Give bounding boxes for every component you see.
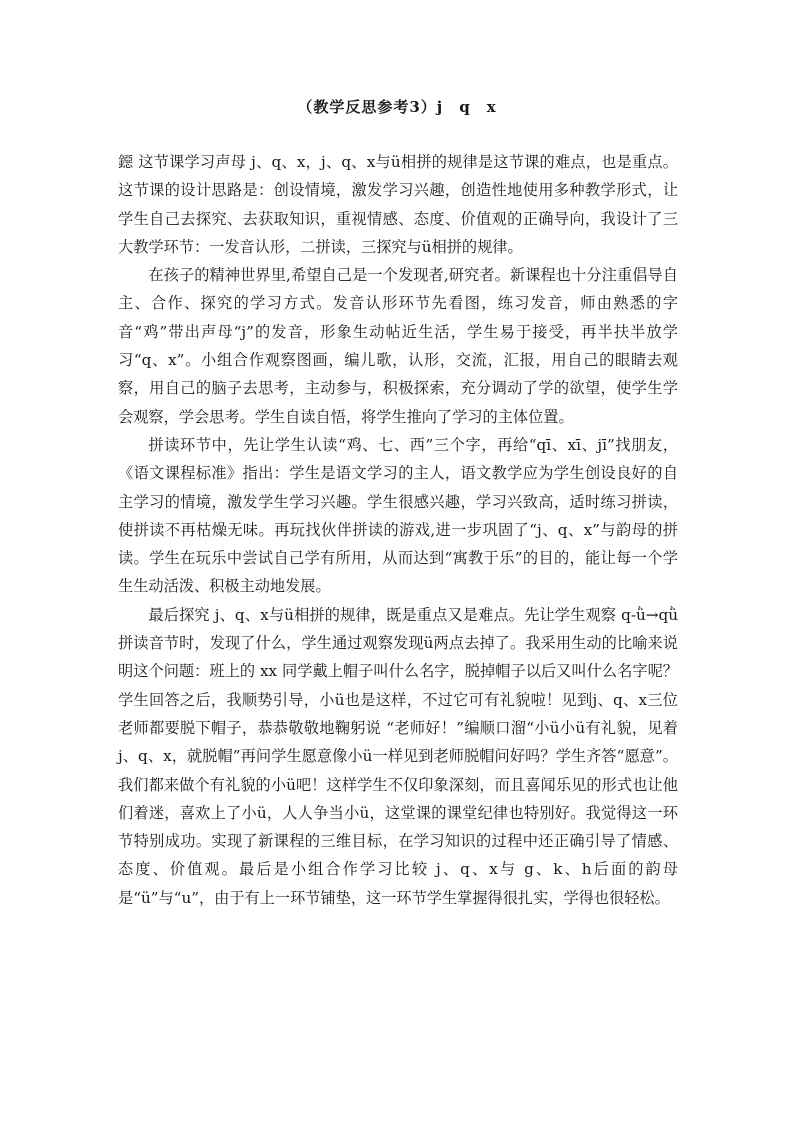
document-title: （教学反思参考3）j q x xyxy=(297,98,497,116)
paragraph-4: 最后探究 j、q、x与ü相拼的规律，既是重点又是难点。先让学生观察 q-ǜ→qǜ拼读音节时，发现了什么，学生通过观察发现ü两点去掉了。我采用生动的比喻来说明这个问题：班上的 xx 同学戴上帽子叫什么名字，脱掉帽子以后又叫什么名字呢？学生回答之后，我顺势引导，小ü也是这样，不过它可有礼貌啦！见到j、q、x三位老师都要脱下帽子，恭恭敬敬地鞠躬说 “老师好！”编顺口溜“小ü小ü有礼貌，见着 j、q、x，就脱帽”再问学生愿意像小ü一样见到老师脱帽问好吗？学生齐答“愿意”。我们都来做个有礼貌的小ü吧！这样学生不仅印象深刻，而且喜闻乐见的形式也让他们着迷，喜欢上了小ü，人人争当小ü，这堂课的课堂纪律也特别好。我觉得这一环节特别成功。实现了新课程的三维目标，在学习知识的过程中还正确引导了情感、态度、价值观。最后是小组合作学习比较 j、q、x与 g、k、h后面的韵母是“ü”与“u”，由于有上一环节铺垫，这一环节学生掌握得很扎实，学得也很轻松。 xyxy=(118,605,678,907)
paragraph-1-text: 这节课学习声母 j、q、x，j、q、x与ü相拼的规律是这节课的难点，也是重点。这节课的设计思路是：创设情境，激发学习兴趣，创造性地使用多种教学形式，让学生自己去探究、去获取知识，重视情感、态度、价值观的正确导向，我设计了三大教学环节：一发音认形，二拼读，三探究与ü相拼的规律。 xyxy=(118,153,678,256)
paragraph-2: 在孩子的精神世界里,希望自己是一个发现者,研究者。新课程也十分注重倡导自主、合作、探究的学习方式。发音认形环节先看图，练习发音，师由熟悉的字音“鸡”带出声母“j”的发音，形象生动帖近生活，学生易于接受，再半扶半放学习“q、x”。小组合作观察图画，编儿歌，认形，交流，汇报，用自己的眼睛去观察，用自己的脑子去思考，主动参与，积极探索，充分调动了学的欲望，使学生学会观察，学会思考。学生自读自悟，将学生推向了学习的主体位置。 xyxy=(118,266,678,426)
document-body xyxy=(118,148,678,912)
paragraph-1 xyxy=(118,148,678,261)
garbled-lead-character: 鐚 xyxy=(118,153,134,171)
paragraph-3: 拼读环节中，先让学生认读“鸡、七、西”三个字，再给“qī、xī、jī”找朋友，《语文课程标准》指出：学生是语文学习的主人，语文教学应为学生创设良好的自主学习的情境，激发学生学习兴趣。学生很感兴趣，学习兴致高，适时练习拼读，使拼读不再枯燥无味。再玩找伙伴拼读的游戏,进一步巩固了“j、q、x”与韵母的拼读。学生在玩乐中尝试自己学有所用，从而达到“寓教于乐”的目的，能让每一个学生生动活泼、积极主动地发展。 xyxy=(118,435,678,596)
